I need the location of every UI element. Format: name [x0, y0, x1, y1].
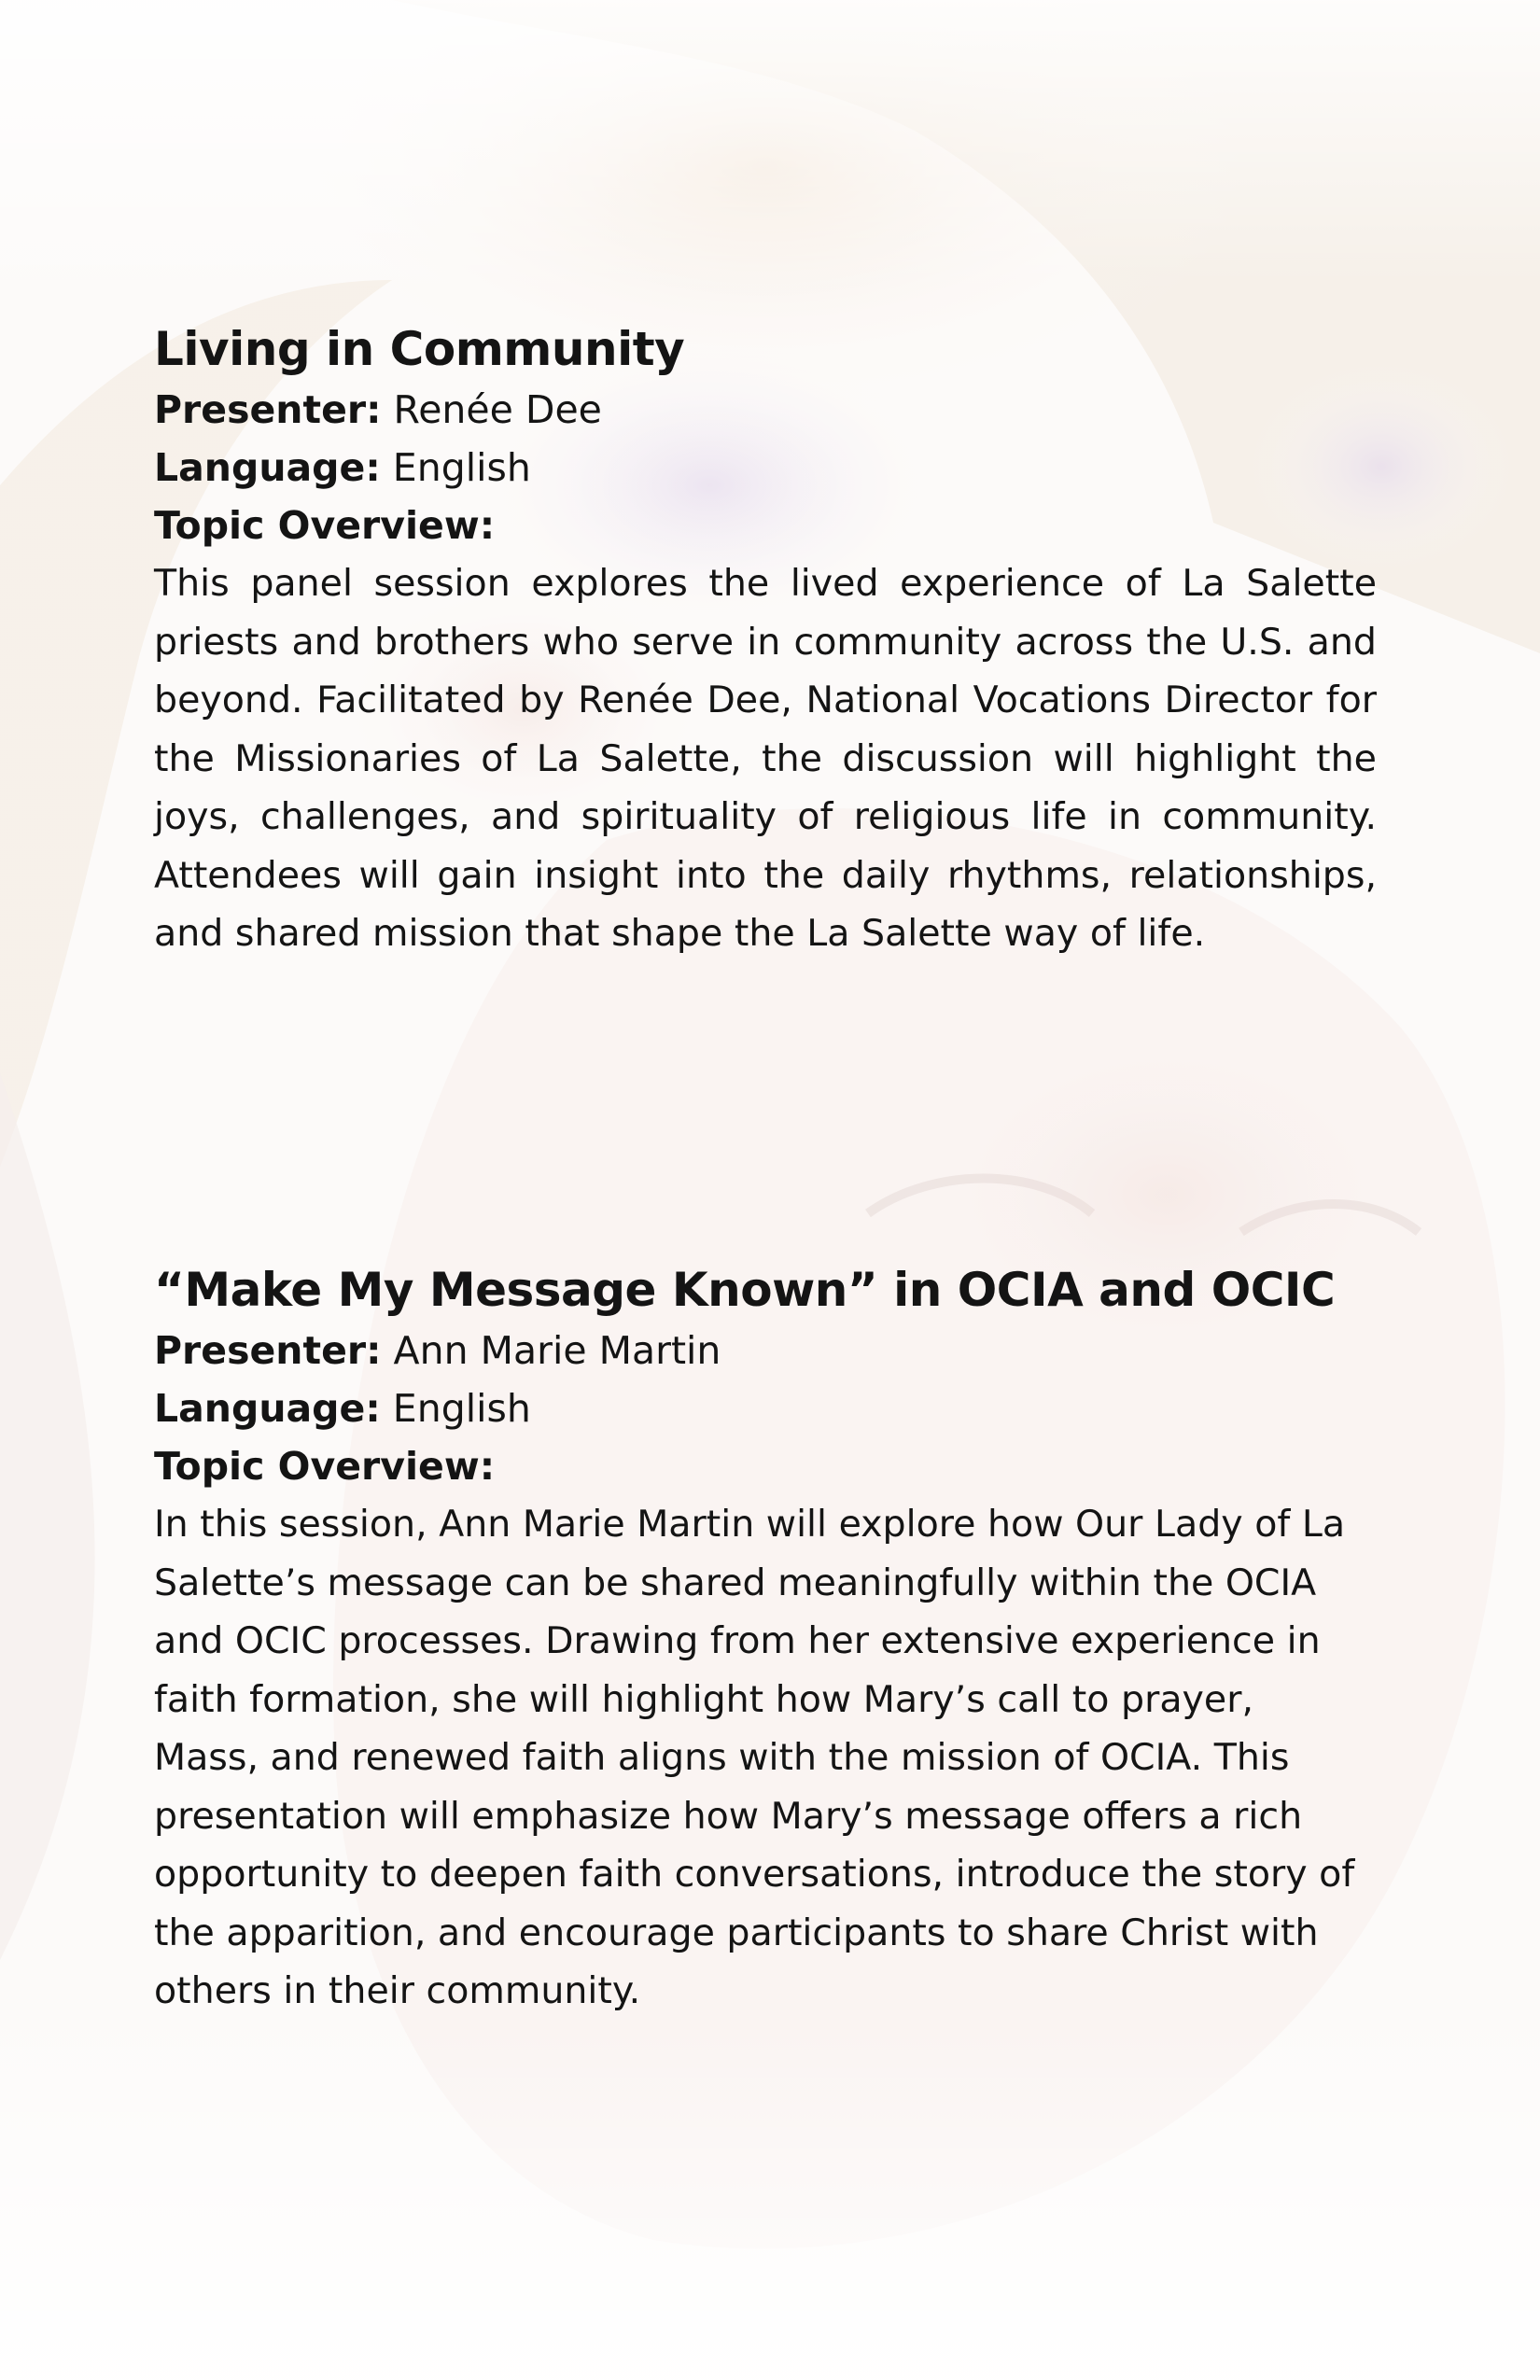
session-title: Living in Community — [154, 322, 685, 376]
presenter-name: Ann Marie Martin — [393, 1328, 721, 1373]
language-value: English — [392, 445, 531, 490]
topic-overview-label: Topic Overview: — [154, 1444, 496, 1489]
session-title: “Make My Message Known” in OCIA and OCIC — [154, 1263, 1336, 1317]
language-line — [154, 1379, 1377, 1437]
language-line — [154, 439, 1377, 497]
presenter-line — [154, 381, 1377, 439]
topic-overview-text: This panel session explores the lived experience of La Salette priests and brothers who serve in community across the U.S. and beyond. Facilitated by Renée Dee, National Vocations Director for the Missionaries of La Salette, the discussion will highlight the joys, challenges, and spirituality of religious life in community. Attendees will gain insight into the daily rhythms, relationships, and shared mission that shape the La Salette way of life. — [154, 562, 1377, 955]
topic-overview-text: In this session, Ann Marie Martin will explore how Our Lady of La Salette’s message can be shared meaningfully within the OCIA and OCIC processes. Drawing from her extensive experience in faith formation, she will highlight how Mary’s call to prayer, Mass, and renewed faith aligns with the mission of OCIA. This presentation will emphasize how Mary’s message offers a rich opportunity to deepen faith conversations, introduce the story of the apparition, and encourage participants to share Christ with others in their community. — [154, 1503, 1355, 2012]
language-value: English — [392, 1386, 531, 1431]
presenter-name: Renée Dee — [393, 387, 602, 432]
presenter-label: Presenter: — [154, 387, 382, 432]
session-make-my-message-known — [154, 1260, 1377, 2021]
session-living-in-community — [154, 319, 1377, 963]
language-label: Language: — [154, 1386, 381, 1431]
language-label: Language: — [154, 445, 381, 490]
topic-overview-label: Topic Overview: — [154, 503, 496, 548]
presenter-line — [154, 1322, 1377, 1379]
presenter-label: Presenter: — [154, 1328, 382, 1373]
